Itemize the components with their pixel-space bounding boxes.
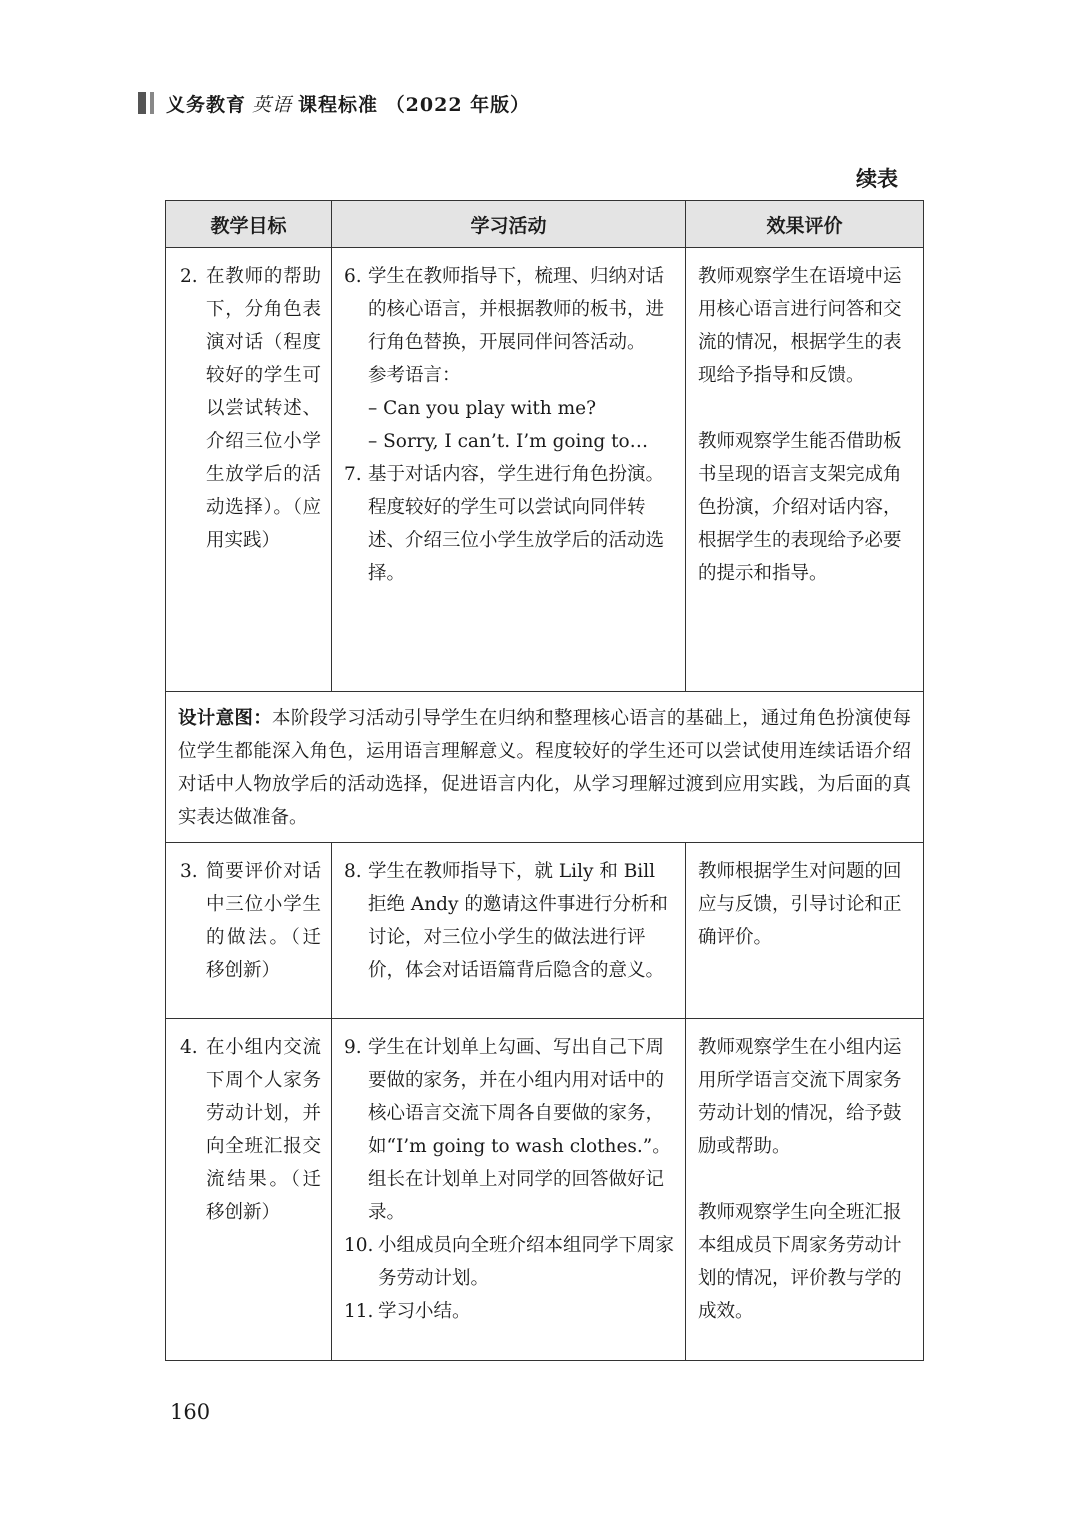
reference-line: – Sorry, I can’t. I’m going to…: [368, 431, 649, 452]
activity-number: 7.: [344, 464, 362, 485]
design-row: [166, 692, 924, 843]
activity-number: 10.: [344, 1235, 374, 1256]
activity-item: [344, 260, 675, 359]
design-label: 设计意图：: [178, 708, 273, 729]
evaluation-cell: [686, 248, 924, 692]
activity-text: 基于对话内容，学生进行角色扮演。程度较好的学生可以尝试向同伴转述、介绍三位小学生放学后的活动选择。: [368, 464, 665, 584]
evaluation-text: 教师观察学生能否借助板书呈现的语言支架完成角色扮演，介绍对话内容，根据学生的表现给予必要的提示和指导。: [698, 431, 902, 584]
header-part2: 英语: [252, 93, 293, 116]
evaluation-cell: [686, 1019, 924, 1361]
header-part3: 课程标准: [298, 93, 379, 116]
reference-label: 参考语言：: [368, 365, 461, 386]
goal-cell: [166, 843, 332, 1019]
header-part4: （2022 年版）: [385, 93, 531, 116]
activity-item: [344, 458, 675, 590]
goal-number: 3.: [180, 861, 198, 882]
header-title: [166, 90, 530, 117]
page-number: 160: [170, 1400, 211, 1424]
activity-number: 9.: [344, 1037, 362, 1058]
evaluation-cell: [686, 843, 924, 1019]
table-row: [166, 1019, 924, 1361]
goal-number: 4.: [180, 1037, 198, 1058]
evaluation-text: 教师观察学生在小组内运用所学语言交流下周家务劳动计划的情况，给予鼓励或帮助。: [698, 1037, 902, 1157]
table-row: [166, 843, 924, 1019]
activity-cell: [332, 248, 686, 692]
design-text: 本阶段学习活动引导学生在归纳和整理核心语言的基础上，通过角色扮演使每位学生都能深入角色，运用语言理解意义。程度较好的学生还可以尝试使用连续话语介绍对话中人物放学后的活动选择，促进语言内化，从学习理解过渡到应用实践，为后面的真实表达做准备。: [178, 708, 911, 828]
activity-text: 学生在教师指导下，梳理、归纳对话的核心语言，并根据教师的板书，进行角色替换，开展同伴问答活动。: [368, 266, 665, 353]
header-goal: 教学目标: [166, 201, 332, 248]
activity-number: 6.: [344, 266, 362, 287]
evaluation-text: 教师观察学生向全班汇报本组成员下周家务劳动计划的情况，评价教与学的成效。: [698, 1202, 902, 1322]
design-cell: [166, 692, 924, 843]
goal-number: 2.: [180, 266, 198, 287]
activity-item: [344, 1229, 675, 1295]
continued-label: 续表: [856, 167, 898, 191]
table-header-row: [166, 201, 924, 248]
goal-text: 在小组内交流下周个人家务劳动计划，并向全班汇报交流结果。（迁移创新）: [206, 1037, 321, 1223]
goal-text: 在教师的帮助下，分角色表演对话（程度较好的学生可以尝试转述、介绍三位小学生放学后的活动选择）。（应用实践）: [206, 266, 321, 551]
activity-text: 学生在计划单上勾画、写出自己下周要做的家务，并在小组内用对话中的核心语言交流下周各自要做的家务，如“I’m going to wash clothes.”。组长在计划单上对同学的回答做好记录。: [368, 1037, 671, 1223]
activity-cell: [332, 1019, 686, 1361]
evaluation-text: 教师观察学生在语境中运用核心语言进行问答和交流的情况，根据学生的表现给予指导和反馈。: [698, 266, 902, 386]
goal-cell: [166, 248, 332, 692]
header-marker: [138, 92, 154, 114]
activity-text: 小组成员向全班介绍本组同学下周家务劳动计划。: [378, 1235, 675, 1289]
activity-number: 8.: [344, 861, 362, 882]
activity-item: [344, 1295, 675, 1328]
header-part1: 义务教育: [166, 93, 247, 116]
activity-text: 学习小结。: [378, 1301, 471, 1322]
activity-cell: [332, 843, 686, 1019]
evaluation-text: 教师根据学生对问题的回应与反馈，引导讨论和正确评价。: [698, 861, 902, 948]
running-header: [138, 90, 530, 116]
activity-number: 11.: [344, 1301, 374, 1322]
activity-item: [344, 1031, 675, 1229]
activity-item: [344, 855, 675, 987]
activity-text: 学生在教师指导下，就 Lily 和 Bill 拒绝 Andy 的邀请这件事进行分析和讨论，对三位小学生的做法进行评价，体会对话语篇背后隐含的意义。: [368, 861, 668, 981]
goal-cell: [166, 1019, 332, 1361]
header-evaluation: 效果评价: [686, 201, 924, 248]
lesson-table: [165, 200, 924, 1361]
table-row: [166, 248, 924, 692]
reference-line: – Can you play with me?: [368, 398, 597, 419]
goal-text: 简要评价对话中三位小学生的做法。（迁移创新）: [206, 861, 321, 981]
header-activity: 学习活动: [332, 201, 686, 248]
